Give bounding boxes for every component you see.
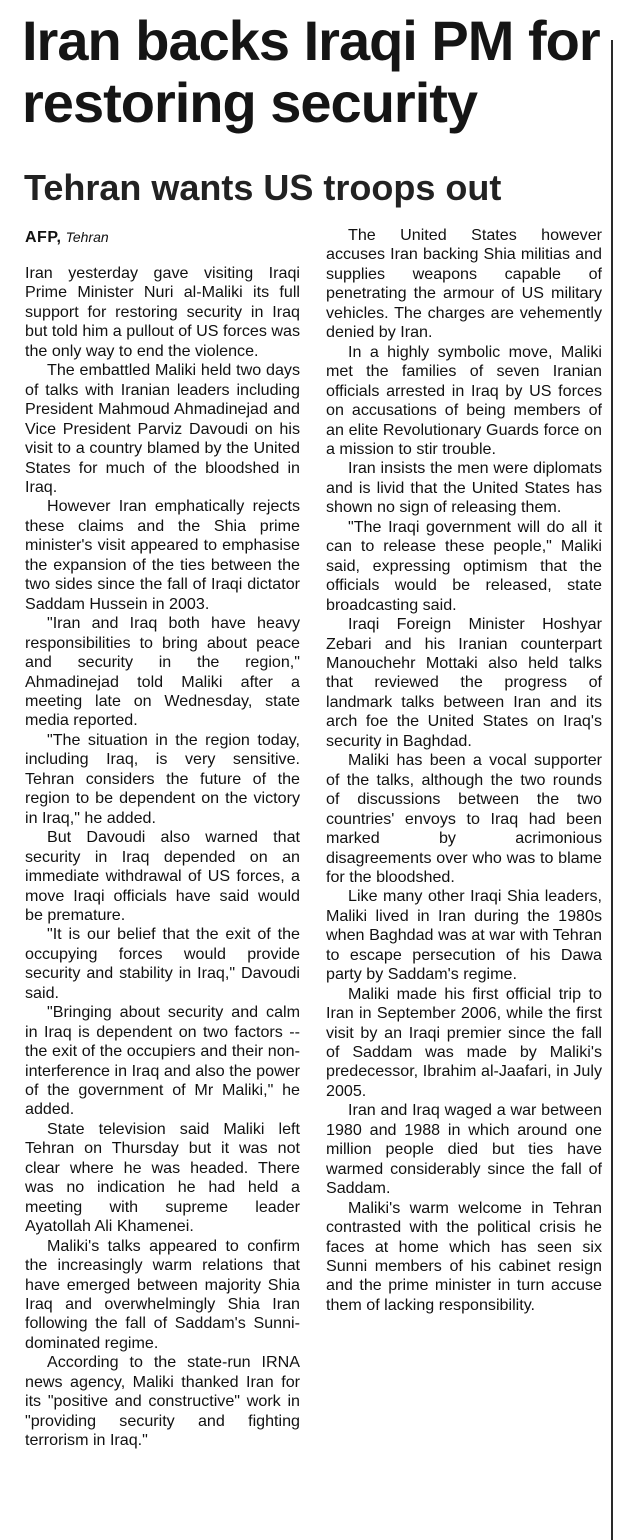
column-rule xyxy=(611,40,613,1540)
article-paragraph: "The Iraqi government will do all it can to release these people," Maliki said, expressing optimism that the officials would be released, state broadcasting said. xyxy=(326,517,602,614)
byline-agency: AFP, xyxy=(25,229,62,246)
article-paragraph: Like many other Iraqi Shia leaders, Maliki lived in Iran during the 1980s when Baghdad was at war with Tehran to escape persecution of his Dawa party by Saddam's regime. xyxy=(326,887,602,984)
article-paragraph: Iran insists the men were diplomats and is livid that the United States has shown no sign of releasing them. xyxy=(326,459,602,517)
byline-location: Tehran xyxy=(65,229,109,245)
article-paragraph: However Iran emphatically rejects these claims and the Shia prime minister's visit appeared to emphasise the expansion of the ties between the two sides since the fall of Iraqi dictator Saddam Hussein in 2003. xyxy=(25,497,300,613)
article-paragraph: State television said Maliki left Tehran on Thursday but it was not clear where he was headed. There was no indication he had held a meeting with supreme leader Ayatollah Ali Khamenei. xyxy=(25,1119,300,1236)
article-paragraph: In a highly symbolic move, Maliki met the families of seven Iranian officials arrested in Iraq by US forces on accusations of being members of an elite Revolutionary Guards force on a mission to stir trouble. xyxy=(326,342,602,458)
article-paragraph: Maliki made his first official trip to Iran in September 2006, while the first visit by an Iraqi premier since the fall of Saddam was made by Maliki's predecessor, Ibrahim al-Jaafari, in July 2005. xyxy=(326,984,602,1100)
byline xyxy=(25,228,300,247)
article-column-left xyxy=(25,228,300,1451)
article-paragraph: "Bringing about security and calm in Iraq is dependent on two factors -- the exit of the occupiers and their non-interference in Iraq and also the power of the government of Mr Maliki," he added. xyxy=(25,1003,300,1119)
article-paragraph: "Iran and Iraq both have heavy responsibilities to bring about peace and security in the region," Ahmadinejad told Maliki after a meeting late on Wednesday, state media reported. xyxy=(25,614,300,730)
headline: Iran backs Iraqi PM for restoring security xyxy=(22,9,600,134)
article-paragraph: Iran and Iraq waged a war between 1980 and 1988 in which around one million people died but ties have warmed considerably since the fall of Saddam. xyxy=(326,1101,602,1198)
article-paragraph: The United States however accuses Iran backing Shia militias and supplies weapons capable of penetrating the armour of US military vehicles. The charges are vehemently denied by Iran. xyxy=(326,226,602,342)
article-paragraph: Iraqi Foreign Minister Hoshyar Zebari and his Iranian counterpart Manouchehr Mottaki also held talks that reviewed the progress of landmark talks between Iran and its arch foe the United States on Iraq's security in Baghdad. xyxy=(326,615,602,750)
article-paragraph: Iran yesterday gave visiting Iraqi Prime Minister Nuri al-Maliki its full support for restoring security in Iraq but told him a pullout of US forces was the only way to end the violence. xyxy=(25,264,300,360)
article-paragraph: "The situation in the region today, including Iraq, is very sensitive. Tehran considers the future of the region to be dependent on the victory in Iraq," he added. xyxy=(25,730,300,827)
article-column-right xyxy=(326,226,602,1315)
article-paragraph: Maliki's warm welcome in Tehran contrasted with the political crisis he faces at home which has seen six Sunni members of his cabinet resign and the prime minister in turn accuse them of lacking responsibility. xyxy=(326,1198,602,1314)
article-paragraph: Maliki has been a vocal supporter of the talks, although the two rounds of discussions between the two countries' envoys to Iraq had been marked by acrimonious disagreements over who was to blame for the bloodshed. xyxy=(326,751,602,886)
subheadline: Tehran wants US troops out xyxy=(24,167,502,208)
article-paragraph: But Davoudi also warned that security in Iraq depended on an immediate withdrawal of US forces, a move Iraqi officials have said would be premature. xyxy=(25,828,300,924)
article-paragraph: According to the state-run IRNA news agency, Maliki thanked Iran for its "positive and constructive" work in "providing security and fighting terrorism in Iraq." xyxy=(25,1353,300,1450)
article-paragraph: "It is our belief that the exit of the occupying forces would provide security and stability in Iraq," Davoudi said. xyxy=(25,925,300,1002)
article-paragraph: The embattled Maliki held two days of talks with Iranian leaders including President Mahmoud Ahmadinejad and Vice President Parviz Davoudi on his visit to a country blamed by the United States for much of the bloodshed in Iraq. xyxy=(25,361,300,496)
article-paragraph: Maliki's talks appeared to confirm the increasingly warm relations that have emerged between majority Shia Iraq and overwhelmingly Shia Iran following the fall of Saddam's Sunni-dominated regime. xyxy=(25,1236,300,1352)
